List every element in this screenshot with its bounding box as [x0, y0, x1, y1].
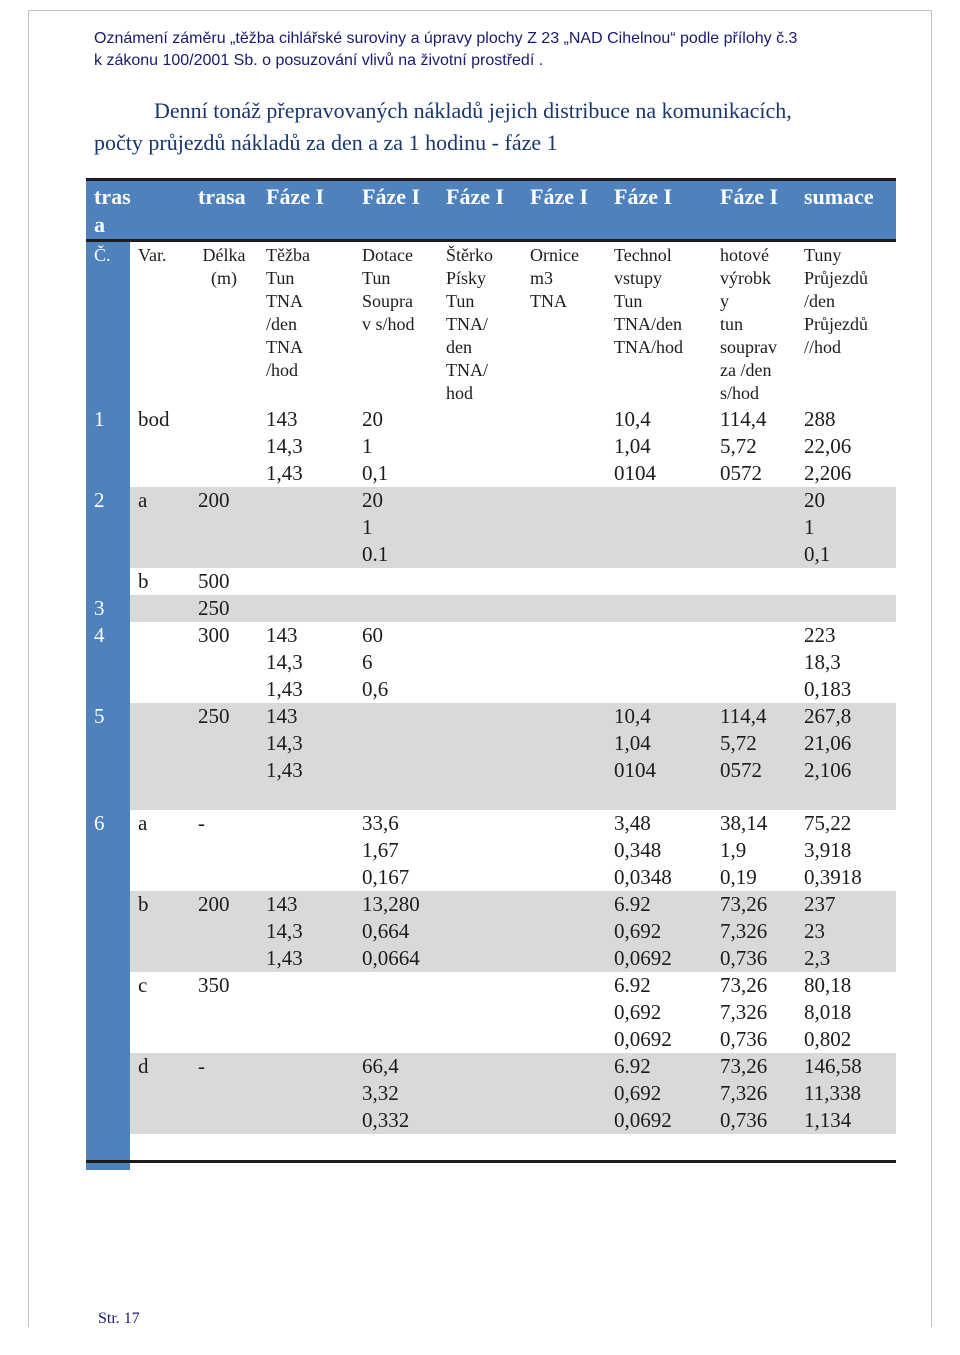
table-row — [86, 487, 896, 568]
table-bottom-rule — [86, 1160, 896, 1163]
trailing-cell — [712, 1134, 796, 1170]
cell-finished-products — [712, 568, 796, 595]
spacer-cell — [606, 784, 712, 810]
cell-route-no: tras a — [86, 180, 130, 241]
cell-dotace — [354, 703, 438, 784]
cell-variant — [130, 622, 190, 703]
cell-dotace: 33,6 1,67 0,167 — [362, 811, 410, 889]
cell-variant — [130, 703, 190, 784]
cell-gravel-sand — [438, 1053, 522, 1134]
cell-sum: 237 23 2,3 — [796, 891, 896, 972]
cell-tech-inputs: 3,48 0,348 0,0348 — [614, 811, 672, 889]
cell-sum: 223 18,3 0,183 — [804, 623, 852, 701]
cell-dotace: Dotace Tun Soupra v s/hod — [362, 245, 415, 334]
cell-variant — [130, 180, 190, 241]
cell-variant: a — [138, 811, 148, 835]
cell-finished-products — [712, 487, 796, 568]
table-row — [86, 1053, 896, 1134]
cell-tech-inputs: Technol vstupy Tun TNA/den TNA/hod — [614, 245, 683, 357]
cell-length — [190, 406, 258, 487]
cell-variant: b — [130, 891, 190, 972]
cell-sum: Tuny Průjezdů /den Průjezdů //hod — [804, 245, 868, 357]
table-row — [86, 406, 896, 487]
cell-dotace: 66,4 3,32 0,332 — [354, 1053, 438, 1134]
cell-dotace: 20 1 0,1 — [362, 407, 389, 485]
cell-tech-inputs: 6.92 0,692 0,0692 — [606, 1053, 712, 1134]
cell-gravel-sand — [438, 568, 522, 595]
cell-dotace: 20 1 0.1 — [354, 487, 438, 568]
cell-topsoil — [522, 891, 606, 972]
cell-extraction: Těžba Tun TNA /den TNA /hod — [266, 245, 310, 380]
cell-route-no: 6 — [86, 810, 130, 891]
cell-topsoil — [522, 972, 606, 1053]
heading-line-2: počty průjezdů nákladů za den a za 1 hodinu - fáze 1 — [94, 130, 558, 155]
cell-gravel-sand — [438, 595, 522, 622]
cell-extraction — [258, 972, 354, 1053]
page-border-top — [28, 10, 932, 11]
page-border-right — [931, 10, 932, 1327]
cell-length: - — [198, 811, 205, 835]
cell-gravel-sand: Štěrko Písky Tun TNA/ den TNA/ hod — [446, 245, 493, 403]
spacer-cell — [796, 784, 896, 810]
cell-sum: 80,18 8,018 0,802 — [804, 973, 852, 1051]
table-row — [86, 622, 896, 703]
cell-route-no — [86, 891, 130, 972]
cell-route-no — [86, 972, 130, 1053]
cell-length: 250 — [190, 703, 258, 784]
cell-finished-products: Fáze I — [712, 180, 796, 241]
cell-gravel-sand — [438, 703, 522, 784]
cell-tech-inputs: Fáze I — [606, 180, 712, 241]
cell-variant: Var. — [138, 245, 167, 265]
cell-dotace — [354, 595, 438, 622]
header-note-line-1: Oznámení záměru „těžba cihlářské suroviny a úpravy plochy Z 23 „NAD Cihelnou“ podle přílohy č.3 — [94, 30, 798, 47]
cell-topsoil — [522, 595, 606, 622]
cell-length: - — [190, 1053, 258, 1134]
cell-tech-inputs: 10,4 1,04 0104 — [614, 407, 656, 485]
cell-finished-products: 73,26 7,326 0,736 — [720, 973, 768, 1051]
cell-finished-products: 114,4 5,72 0572 — [712, 703, 796, 784]
trailing-cell — [438, 1134, 522, 1170]
trailing-cell — [796, 1134, 896, 1170]
cell-dotace: Fáze I — [354, 180, 438, 241]
cell-sum: 146,58 11,338 1,134 — [796, 1053, 896, 1134]
traffic-table-body — [86, 180, 896, 1171]
trailing-cell — [522, 1134, 606, 1170]
cell-tech-inputs — [606, 568, 712, 595]
table-row — [86, 595, 896, 622]
cell-topsoil — [522, 622, 606, 703]
cell-gravel-sand — [438, 972, 522, 1053]
cell-extraction — [258, 487, 354, 568]
cell-tech-inputs: 6.92 0,692 0,0692 — [614, 973, 672, 1051]
trailing-cell — [258, 1134, 354, 1170]
cell-gravel-sand — [438, 810, 522, 891]
table-row — [86, 568, 896, 595]
trailing-cell — [606, 1134, 712, 1170]
cell-length: 200 — [190, 487, 258, 568]
cell-finished-products — [712, 622, 796, 703]
cell-dotace — [354, 972, 438, 1053]
spacer-cell — [86, 784, 130, 810]
spacer-cell — [522, 784, 606, 810]
table-row — [86, 972, 896, 1053]
cell-extraction: 143 14,3 1,43 — [258, 891, 354, 972]
header-note-line-2: k zákonu 100/2001 Sb. o posuzování vlivů na životní prostředí . — [94, 52, 544, 69]
cell-sum — [796, 595, 896, 622]
cell-sum: 75,22 3,918 0,3918 — [804, 811, 862, 889]
trailing-cell — [130, 1134, 190, 1170]
trailing-cell — [190, 1134, 258, 1170]
cell-sum: 288 22,06 2,206 — [804, 407, 852, 485]
cell-route-no: Č. — [86, 241, 130, 407]
cell-topsoil — [522, 703, 606, 784]
cell-route-no — [86, 568, 130, 595]
spacer-cell — [354, 784, 438, 810]
cell-route-no: 3 — [86, 595, 130, 622]
cell-gravel-sand — [438, 622, 522, 703]
cell-dotace: 13,280 0,664 0,0664 — [354, 891, 438, 972]
cell-tech-inputs — [606, 622, 712, 703]
cell-finished-products: 73,26 7,326 0,736 — [712, 1053, 796, 1134]
table-trailing-row — [86, 1134, 896, 1170]
cell-length: 500 — [198, 569, 230, 593]
cell-length: trasa — [190, 180, 258, 241]
cell-route-no: 5 — [86, 703, 130, 784]
cell-variant: c — [138, 973, 148, 997]
traffic-table — [86, 178, 896, 1170]
cell-extraction: 143 14,3 1,43 — [266, 623, 303, 701]
cell-extraction: 143 14,3 1,43 — [266, 407, 303, 485]
cell-tech-inputs — [606, 595, 712, 622]
spacer-cell — [712, 784, 796, 810]
trailing-cell — [354, 1134, 438, 1170]
cell-topsoil: Fáze I — [522, 180, 606, 241]
trailing-cell — [86, 1134, 130, 1170]
cell-dotace — [354, 568, 438, 595]
cell-variant: a — [130, 487, 190, 568]
heading-line-1: Denní tonáž přepravovaných nákladů jejich distribuce na komunikacích, — [154, 98, 792, 123]
spacer-cell — [130, 784, 190, 810]
cell-variant: bod — [138, 407, 170, 431]
cell-extraction: Fáze I — [258, 180, 354, 241]
cell-length: 250 — [190, 595, 258, 622]
cell-topsoil — [522, 810, 606, 891]
cell-finished-products: 114,4 5,72 0572 — [720, 407, 767, 485]
cell-route-no: 4 — [86, 622, 130, 703]
cell-topsoil — [522, 406, 606, 487]
cell-topsoil — [522, 568, 606, 595]
cell-tech-inputs — [606, 487, 712, 568]
cell-route-no: 1 — [86, 406, 130, 487]
cell-extraction — [258, 595, 354, 622]
document-header-note — [94, 28, 894, 72]
cell-tech-inputs: 6.92 0,692 0,0692 — [606, 891, 712, 972]
cell-gravel-sand — [438, 487, 522, 568]
cell-sum: 267,8 21,06 2,106 — [796, 703, 896, 784]
cell-gravel-sand — [438, 406, 522, 487]
cell-route-no: 2 — [86, 487, 130, 568]
table-heading — [94, 95, 894, 159]
cell-finished-products — [712, 595, 796, 622]
cell-topsoil — [522, 487, 606, 568]
table-header-row — [86, 180, 896, 241]
cell-length: 200 — [190, 891, 258, 972]
table-row — [86, 703, 896, 784]
cell-dotace: 60 6 0,6 — [362, 623, 389, 701]
cell-finished-products: 73,26 7,326 0,736 — [712, 891, 796, 972]
cell-extraction — [258, 810, 354, 891]
cell-extraction — [258, 568, 354, 595]
page-border-left — [28, 10, 29, 1327]
spacer-cell — [190, 784, 258, 810]
cell-topsoil: Ornice m3 TNA — [530, 245, 579, 311]
cell-finished-products: 38,14 1,9 0,19 — [720, 811, 768, 889]
spacer-cell — [438, 784, 522, 810]
page-number: Str. 17 — [98, 1310, 140, 1327]
cell-sum: sumace — [796, 180, 896, 241]
cell-topsoil — [522, 1053, 606, 1134]
table-row — [86, 810, 896, 891]
table-row — [86, 891, 896, 972]
cell-variant: d — [130, 1053, 190, 1134]
cell-variant — [130, 595, 190, 622]
cell-sum — [796, 568, 896, 595]
cell-sum: 20 1 0,1 — [796, 487, 896, 568]
cell-gravel-sand: Fáze I — [438, 180, 522, 241]
spacer-cell — [258, 784, 354, 810]
cell-extraction: 143 14,3 1,43 — [258, 703, 354, 784]
cell-finished-products: hotové výrobk y tun souprav za /den s/hod — [720, 245, 777, 403]
cell-gravel-sand — [438, 891, 522, 972]
cell-route-no — [86, 1053, 130, 1134]
traffic-table-wrapper — [86, 178, 896, 1170]
table-spacer-row — [86, 784, 896, 810]
cell-extraction — [258, 1053, 354, 1134]
cell-length: 350 — [198, 973, 230, 997]
cell-length: Délka (m) — [202, 245, 246, 288]
cell-tech-inputs: 10,4 1,04 0104 — [606, 703, 712, 784]
cell-variant: b — [138, 569, 149, 593]
cell-length: 300 — [198, 623, 230, 647]
table-subheader-row — [86, 241, 896, 407]
